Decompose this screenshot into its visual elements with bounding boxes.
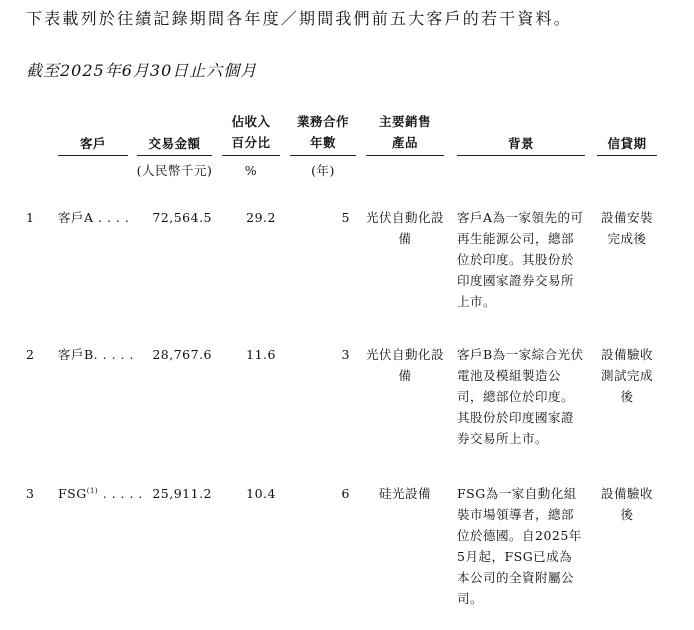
row-customer: 客戶B. . . . . xyxy=(58,347,134,362)
header-customer: 客戶 xyxy=(79,136,106,151)
unit-revenue-pct: % xyxy=(244,163,258,178)
unit-amount: (人民幣千元) xyxy=(136,163,213,178)
row-credit: 設備驗收後 xyxy=(600,486,653,522)
row-revenue-pct: 11.6 xyxy=(246,347,276,362)
row-credit: 設備驗收測試完成後 xyxy=(600,347,653,404)
row-customer xyxy=(58,483,143,504)
row-years: 6 xyxy=(341,486,350,501)
header-rule xyxy=(290,155,356,156)
header-rule xyxy=(58,155,128,156)
row-years: 3 xyxy=(341,347,350,362)
footnote-marker: (1) xyxy=(86,486,99,495)
row-amount: 25,911.2 xyxy=(152,486,212,501)
header-years-line1: 業務合作 xyxy=(296,114,349,129)
row-customer: 客戶A . . . . xyxy=(58,210,130,225)
header-revenue-pct xyxy=(222,111,280,153)
customer-leader-dots: . . . . . xyxy=(98,486,143,501)
header-products-line1: 主要銷售 xyxy=(378,114,431,129)
unit-years: (年) xyxy=(311,163,335,178)
header-products xyxy=(366,111,444,153)
header-years-line2: 年數 xyxy=(309,135,336,150)
header-credit: 信貸期 xyxy=(607,136,647,151)
customer-name: FSG xyxy=(58,486,87,501)
row-products: 硅光設備 xyxy=(378,486,431,501)
header-revenue-pct-line2: 百分比 xyxy=(231,135,271,150)
row-credit: 設備安裝完成後 xyxy=(600,210,653,246)
period-label: 截至2025年6月30日止六個月 xyxy=(26,61,258,80)
row-revenue-pct: 10.4 xyxy=(246,486,276,501)
row-products: 光伏自動化設備 xyxy=(366,347,445,383)
header-rule xyxy=(457,155,585,156)
header-revenue-pct-line1: 佔收入 xyxy=(231,114,271,129)
header-rule xyxy=(137,155,212,156)
row-background: FSG為一家自動化組裝市場領導者，總部位於德國。自2025年5月起，FSG已成為本公司的全資附屬公司。 xyxy=(457,486,582,606)
header-years xyxy=(290,111,356,153)
row-revenue-pct: 29.2 xyxy=(246,210,276,225)
header-rule xyxy=(366,155,444,156)
header-rule xyxy=(597,155,657,156)
row-background: 客戶A為一家領先的可再生能源公司，總部位於印度。其股份於印度國家證券交易所上市。 xyxy=(457,210,584,309)
row-years: 5 xyxy=(341,210,350,225)
row-rank: 2 xyxy=(26,347,35,362)
row-amount: 28,767.6 xyxy=(152,347,212,362)
row-amount: 72,564.5 xyxy=(152,210,212,225)
row-rank: 1 xyxy=(26,210,35,225)
header-rule xyxy=(222,155,280,156)
header-background: 背景 xyxy=(507,136,534,151)
row-rank: 3 xyxy=(26,486,35,501)
header-amount: 交易金額 xyxy=(148,136,201,151)
header-products-line2: 產品 xyxy=(391,135,418,150)
intro-text: 下表載列於往績記錄期間各年度／期間我們前五大客戶的若干資料。 xyxy=(26,9,573,28)
row-background: 客戶B為一家綜合光伏電池及模組製造公司，總部位於印度。其股份於印度國家證券交易所上市。 xyxy=(457,347,584,446)
row-products: 光伏自動化設備 xyxy=(366,210,445,246)
